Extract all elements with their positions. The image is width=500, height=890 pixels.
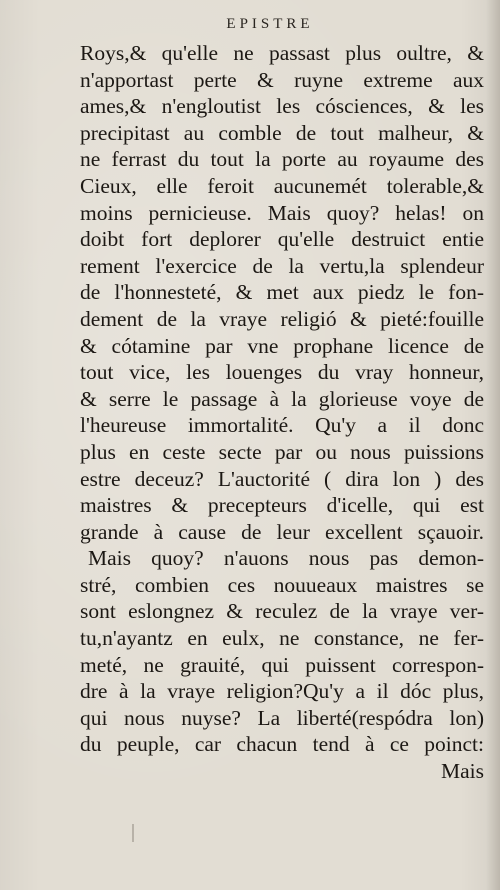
page-mark (132, 824, 134, 842)
text-line: grande à cause de leur excellent sçauoir. (80, 519, 484, 544)
text-line: meté, ne grauité, qui puissent correspon- (80, 652, 484, 677)
text-line: estre deceuz? L'auctorité ( dira lon ) des (80, 466, 484, 491)
text-line: stré, combien ces nouueaux maistres se (80, 572, 484, 597)
text-line: dre à la vraye religion?Qu'y a il dóc plus, (80, 679, 484, 704)
text-line: qui nous nuyse? La liberté(respódra lon) (80, 705, 484, 730)
text-line: de l'honnesteté, & met aux piedz le fon- (80, 280, 484, 305)
text-line: ne ferrast du tout la porte au royaume des (80, 147, 484, 172)
text-line: precipitast au comble de tout malheur, & (80, 120, 484, 145)
text-line: Mais quoy? n'auons nous pas demon- (88, 546, 484, 571)
text-line: ames,& n'engloutist les cósciences, & les (80, 94, 484, 119)
text-line: moins pernicieuse. Mais quoy? helas! on (80, 200, 484, 225)
catchword: Mais (441, 759, 484, 784)
page-edge-shadow (486, 0, 500, 890)
text-line: plus en ceste secte par ou nous puissions (80, 439, 484, 464)
text-line: l'heureuse immortalité. Qu'y a il donc (80, 413, 484, 438)
text-line: rement l'exercice de la vertu,la splendeur (80, 253, 484, 278)
text-line: maistres & precepteurs d'icelle, qui est (80, 493, 484, 518)
text-line: & cótamine par vne prophane licence de (80, 333, 484, 358)
running-head: EPISTRE (226, 16, 314, 32)
text-line: tu,n'ayantz en eulx, ne constance, ne fer- (80, 626, 484, 651)
text-line: du peuple, car chacun tend à ce poinct: (80, 732, 484, 757)
text-line: Cieux, elle feroit aucunemét tolerable,& (80, 173, 484, 198)
body-text (80, 40, 484, 785)
text-line: n'apportast perte & ruyne extreme aux (80, 67, 484, 92)
text-line: dement de la vraye religió & pieté:fouille (80, 306, 484, 331)
text-line: tout vice, les louenges du vray honneur, (80, 360, 484, 385)
text-line: & serre le passage à la glorieuse voye de (80, 386, 484, 411)
text-line: Roys,& qu'elle ne passast plus oultre, & (80, 41, 484, 65)
text-line: sont eslongnez & reculez de la vraye ver- (80, 599, 484, 624)
text-line: doibt fort deplorer qu'elle destruict entie (80, 227, 484, 252)
